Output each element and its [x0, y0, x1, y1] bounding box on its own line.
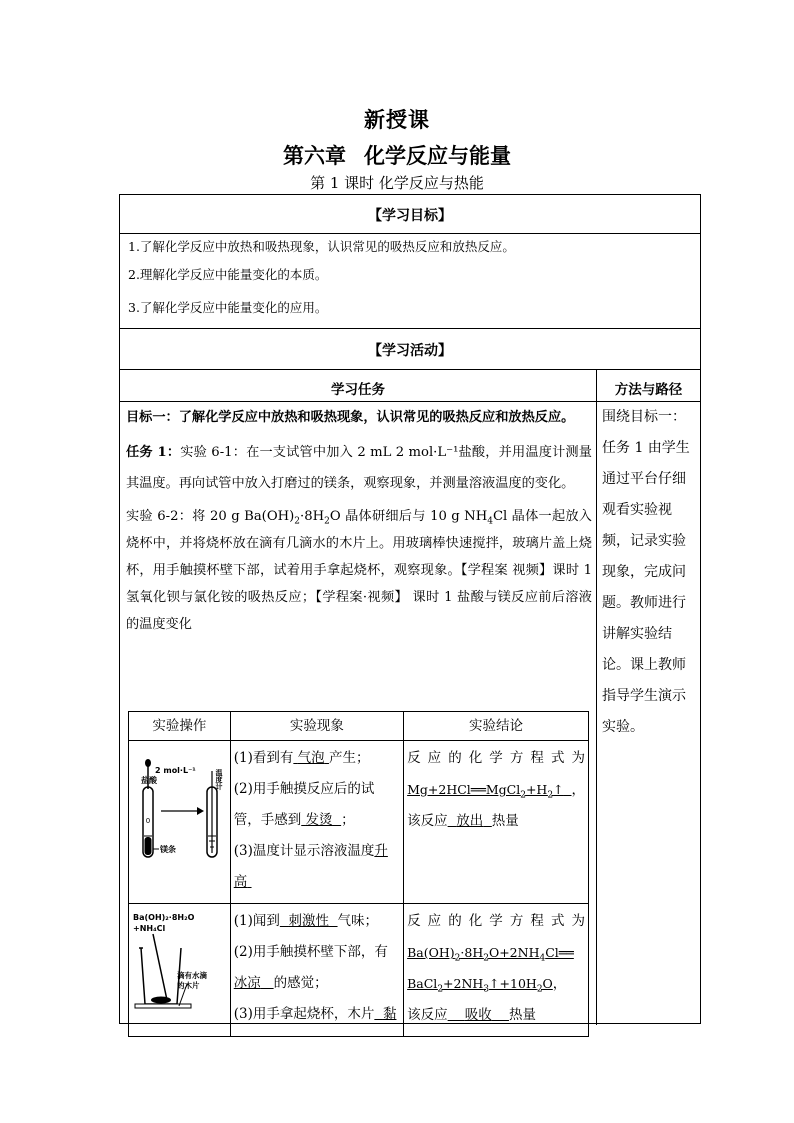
section-title: 第 1 课时 化学反应与热能 — [310, 174, 484, 192]
acid-label-2: 盐酸 — [141, 776, 157, 785]
th-operation: 实验操作 — [129, 712, 231, 741]
chapter-name: 化学反应与能量 — [364, 143, 511, 168]
goal-item-2: 2.理解化学反应中能量变化的本质。 — [128, 267, 328, 282]
svg-text:0: 0 — [145, 817, 151, 825]
thermometer-label: 温度计 — [215, 769, 223, 790]
goal1-text: 目标一：了解化学反应中放热和吸热现象，认识常见的吸热反应和放热反应。 — [126, 410, 575, 425]
table-row — [129, 904, 589, 1037]
method-text: 围绕目标一：任务 1 由学生通过平台仔细观看实验视频，记录实验现象，完成问题。教师进行讲解实验结论。课上教师指导学生演示实验。 — [602, 409, 690, 735]
phenomenon-1: (1)看到有 气泡 产生； (2)用手触摸反应后的试管，手感到 发烫 ； (3)温度计显示溶液温度升高 — [230, 741, 403, 904]
experiment-6-2: 实验 6-2：将 20 g $Ba(OH)_2\cdot 8H_2O$ 晶体研细后与 10 g $NH_4Cl$ 晶体一起放入烧杯中，并将烧杯放在滴有几滴水的木片上。用玻璃棒快速搅拌，玻璃片盖上烧杯，用手触摸杯壁下部，试着用手拿起烧杯，观察现象。【学程案 视频】课时 1 氢氧化钡与氯化铵的吸热反应；【学程案·视频】 课时 1 盐酸与镁反应前后溶液的温度变化 — [126, 509, 592, 632]
chapter-number: 第六章 — [283, 143, 346, 168]
wood-label-2: 的木片 — [177, 981, 200, 990]
lesson-table — [119, 194, 701, 1024]
conclusion-1: 反应的化学方程式为 $Mg+2HCl══MgCl_2+H_2↑$ ， 该反应 放出 热量 — [404, 741, 589, 904]
col-task-header: 学习任务 — [331, 382, 385, 398]
activities-heading: 【学习活动】 — [368, 343, 452, 359]
goals-heading: 【学习目标】 — [368, 208, 452, 224]
beaker-diagram — [129, 904, 224, 1024]
conclusion-2: 反应的化学方程式为 $Ba(OH)_2\cdot 8H_2O+2NH_4Cl══$ $BaCl_2+2NH_3↑+10H_2O$， 该反应 吸收 热量 — [404, 904, 589, 1037]
lesson-type: 新授课 — [364, 107, 430, 132]
col-method-header: 方法与路径 — [614, 382, 683, 398]
reagent-label-2: +NH₄Cl — [133, 924, 166, 933]
reagent-label: Ba(OH)₂·8H₂O — [133, 913, 195, 922]
phenomenon-2: (1)闻到 刺激性 气味； (2)用手触摸杯壁下部，有冰凉 的感觉； (3)用手拿起烧杯，木片 黏 — [230, 904, 403, 1037]
goal-item-1: 1.了解化学反应中放热和吸热现象，认识常见的吸热反应和放热反应。 — [128, 239, 515, 254]
th-phenomenon: 实验现象 — [230, 712, 403, 741]
acid-label: 2 mol·L⁻¹ — [155, 766, 196, 775]
mg-label: 镁条 — [160, 845, 176, 854]
task-content — [126, 402, 592, 638]
table-row — [129, 741, 589, 904]
chapter-title — [0, 140, 794, 170]
mg-hcl-figure — [129, 741, 231, 904]
task1-label: 任务 1： — [126, 445, 181, 460]
experiment-table — [128, 711, 589, 1037]
task1-text: 实验 6-1：在一支试管中加入 2 mL 2 mol·L⁻¹盐酸，并用温度计测量其温度。再向试管中放入打磨过的镁条，观察现象，并测量溶液温度的变化。 — [126, 445, 592, 491]
baoh2-figure — [129, 904, 231, 1037]
wood-label: 滴有水滴 — [177, 971, 207, 980]
th-conclusion: 实验结论 — [404, 712, 589, 741]
test-tube-diagram — [129, 741, 224, 891]
goal-item-3: 3.了解化学反应中能量变化的应用。 — [128, 300, 328, 315]
